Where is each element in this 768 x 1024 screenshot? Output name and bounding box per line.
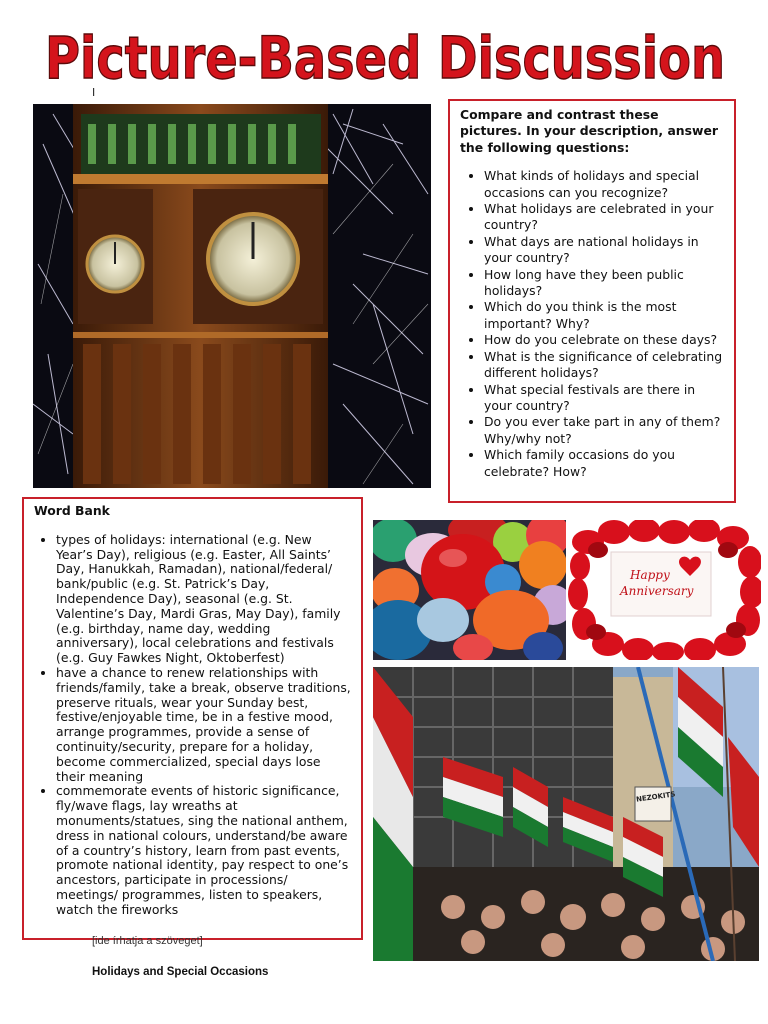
- word-bank-list: [34, 533, 351, 918]
- footer-title: Holidays and Special Occasions: [92, 966, 269, 978]
- word-bank-item: • have a chance to renew relationships with friends/family, take a break, observe traditions, preserve rituals, wear your Sunday best, festive/enjoyable time, be in a festive mood, arrange programmes, provide a sense of continuity/security, prepare for a holiday, become commercialized, special days lose their meaning: [56, 666, 351, 784]
- anniversary-photo: [568, 520, 761, 660]
- question-item: • Which do you think is the most important? Why?: [484, 299, 724, 332]
- flags-crowd-photo: [373, 667, 759, 961]
- anniversary-card-line2: Anniversary: [620, 584, 694, 598]
- questions-box: [448, 99, 736, 503]
- text-cursor-mark: I: [92, 86, 96, 99]
- word-bank-title: Word Bank: [34, 503, 110, 518]
- questions-list: [460, 168, 724, 480]
- placeholder-note: [ide írhatja a szöveget]: [92, 935, 203, 947]
- word-bank-box: [22, 497, 363, 940]
- question-item: • What days are national holidays in your country?: [484, 234, 724, 267]
- questions-intro: Compare and contrast these pictures. In your description, answer the following questions:: [460, 107, 718, 155]
- question-item: • Which family occasions do you celebrate? How?: [484, 447, 724, 480]
- anniversary-card-line1: Happy: [630, 568, 670, 582]
- big-ben-fireworks-photo: [33, 104, 431, 488]
- question-item: • Do you ever take part in any of them? Why/why not?: [484, 414, 724, 447]
- protest-sign-text: NEZOKITS: [635, 790, 676, 804]
- question-item: • How long have they been public holidays?: [484, 267, 724, 300]
- word-bank-item: • types of holidays: international (e.g. New Year’s Day), religious (e.g. Easter, All Saints’ Day, Hanukkah, Ramadan), national/federal/ bank/public (e.g. St. Patrick’s Day, Independence Day), seasonal (e.g. St. Valentine’s Day, Mardi Gras, May Day), family (e.g. birthday, name day, wedding anniversary), local celebrations and festivals (e.g. Guy Fawkes Night, Oktoberfest): [56, 533, 351, 666]
- question-item: • What is the significance of celebrating different holidays?: [484, 349, 724, 382]
- question-item: • What kinds of holidays and special occasions can you recognize?: [484, 168, 724, 201]
- page-title-text: Picture-Based Discussion: [45, 24, 725, 92]
- word-bank-item: • commemorate events of historic significance, fly/wave flags, lay wreaths at monuments/statues, sing the national anthem, dress in national colours, understand/be aware of a country’s history, learn from past events, promote national identity, pay respect to one’s ancestors, participate in processions/ meetings/ programmes, listen to speakers, watch the fireworks: [56, 784, 351, 917]
- page-title: [40, 14, 730, 94]
- balloons-photo: [373, 520, 566, 660]
- question-item: • What special festivals are there in your country?: [484, 382, 724, 415]
- question-item: • How do you celebrate on these days?: [484, 332, 724, 348]
- question-item: • What holidays are celebrated in your country?: [484, 201, 724, 234]
